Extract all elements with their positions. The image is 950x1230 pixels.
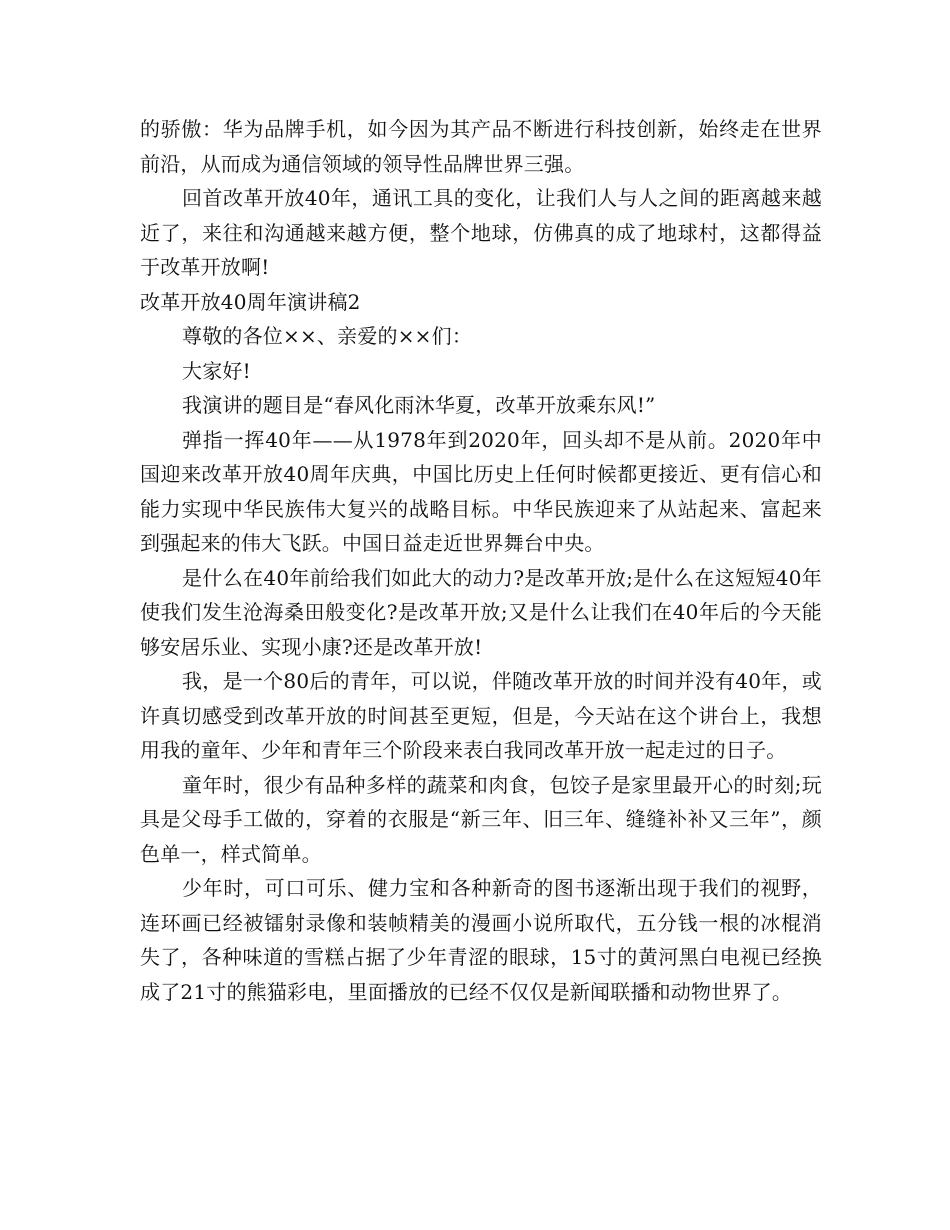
paragraph-8: 童年时，很少有品种多样的蔬菜和肉食，包饺子是家里最开心的时刻;玩具是父母手工做的，穿着的衣服是“新三年、旧三年、缝缝补补又三年”，颜色单一，样式简单。 [140, 772, 822, 866]
paragraph-topic: 我演讲的题目是“春风化雨沐华夏，改革开放乘东风!” [182, 393, 656, 417]
paragraph-6: 是什么在40年前给我们如此大的动力?是改革开放;是什么在这短短40年使我们发生沧海桑田般变化?是改革开放;又是什么让我们在40年后的今天能够安居乐业、实现小康?还是改革开放! [140, 565, 822, 659]
paragraph-5: 弹指一挥40年——从1978年到2020年，回头却不是从前。2020年中国迎来改革开放40周年庆典，中国比历史上任何时候都更接近、更有信心和能力实现中华民族伟大复兴的战略目标。中华民族迎来了从站起来、富起来到强起来的伟大飞跃。中国日益走近世界舞台中央。 [140, 427, 822, 555]
paragraph-9: 少年时，可口可乐、健力宝和各种新奇的图书逐渐出现于我们的视野，连环画已经被镭射录像和装帧精美的漫画小说所取代，五分钱一根的冰棍消失了，各种味道的雪糕占据了少年青涩的眼球，15寸的黄河黑白电视已经换成了21寸的熊猫彩电，里面播放的已经不仅仅是新闻联播和动物世界了。 [140, 876, 822, 1004]
paragraph-1: 的骄傲：华为品牌手机，如今因为其产品不断进行科技创新，始终走在世界前沿，从而成为通信领域的领导性品牌世界三强。 [140, 117, 822, 176]
paragraph-7: 我，是一个80后的青年，可以说，伴随改革开放的时间并没有40年，或许真切感受到改革开放的时间甚至更短，但是，今天站在这个讲台上，我想用我的童年、少年和青年三个阶段来表白我同改革开放一起走过的日子。 [140, 669, 822, 762]
section-heading: 改革开放40周年演讲稿2 [140, 289, 361, 314]
paragraph-salutation: 尊敬的各位××、亲爱的××们： [182, 324, 473, 348]
paragraph-greeting: 大家好! [182, 358, 251, 383]
document-body [140, 112, 822, 1009]
paragraph-2: 回首改革开放40年，通讯工具的变化，让我们人与人之间的距离越来越近了，来往和沟通越来越方便，整个地球，仿佛真的成了地球村，这都得益于改革开放啊! [140, 186, 822, 279]
